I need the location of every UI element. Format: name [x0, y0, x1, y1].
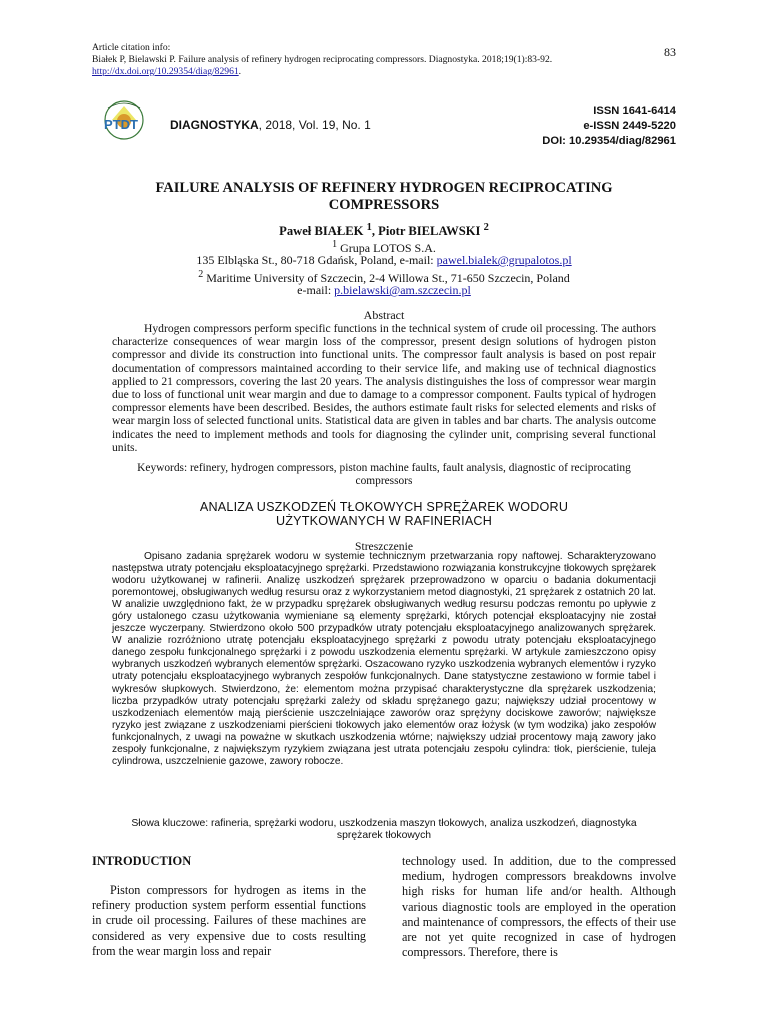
issn: ISSN 1641-6414 — [593, 105, 676, 117]
eissn: e-ISSN 2449-5220 — [583, 120, 676, 132]
introduction-heading: INTRODUCTION — [92, 854, 192, 868]
aff-1-address: 135 Elbląska St., 80-718 Gdańsk, Poland, e-mail: — [196, 253, 437, 267]
polish-title-line-2: UŻYTKOWANYCH W RAFINERIACH — [275, 514, 493, 528]
page-number: 83 — [664, 45, 676, 59]
author-2: Piotr BIELAWSKI — [378, 224, 481, 239]
paper-title — [92, 180, 676, 214]
polish-title — [92, 500, 676, 528]
author-2-sup: 2 — [483, 222, 489, 233]
abstract-heading: Abstract — [363, 308, 405, 322]
title-line-1: FAILURE ANALYSIS OF REFINERY HYDROGEN RECIPROCATING — [155, 180, 613, 196]
citation-label: Article citation info: — [92, 42, 171, 53]
introduction-left-column: Piston compressors for hydrogen as items in the refinery production system perform essential functions in crude oil processing. Failures of these machines are considered as very expensive due to costs resulting from the wear margin loss and repair — [92, 883, 366, 958]
citation-doi-link[interactable]: http://dx.doi.org/10.29354/diag/82961 — [92, 66, 239, 77]
logo-text: PTDT — [104, 117, 138, 132]
citation-text: Białek P, Bielawski P. Failure analysis of refinery hydrogen reciprocating compressors. Diagnostyka. 2018;19(1):83-92. — [92, 54, 553, 65]
affiliation-1-address — [92, 253, 676, 268]
keywords: Keywords: refinery, hydrogen compressors, piston machine faults, fault analysis, diagnostic of reciprocating compressors — [137, 462, 631, 487]
citation-info — [92, 42, 652, 78]
introduction-right-column: technology used. In addition, due to the compressed medium, hydrogen compressors breakdowns involve high risks for human life and/or health. Although various diagnostic tools are employed in the operation and maintenance of compressors, the effects of their use are not yet quite recognized in case of hydrogen compressors. Therefore, there is — [402, 854, 676, 960]
authors — [92, 222, 676, 239]
aff-2-email-link[interactable]: p.bielawski@am.szczecin.pl — [334, 283, 471, 297]
abstract-text: Hydrogen compressors perform specific functions in the technical system of crude oil processing. The authors characterize consequences of wear margin loss of the compressor, present design solutions of hydrogen piston compressor and divide its construction into functional units. The compressor fault analysis is based on post repair documentation of compressors maintained according to their service life, and making use of technical diagnostics applied to 21 compressors, covering the last 20 years. The analysis distinguishes the loss of compressor wear margin due to loss of functional unit wear margin and due to damage to a compressor component. Faults typical of hydrogen compressor elements have been described. Besides, the authors estimate fault risks for selected elements and risks of wear margin loss of selected functional units. Statistical data are given in tables and bar charts. The analysis outcome indicates the need to implement methods and tools for diagnosing the cylinder unit, comprising several functional units. — [112, 322, 656, 454]
aff-2-email-prefix: e-mail: — [297, 283, 335, 297]
polish-keywords: Słowa kluczowe: rafineria, sprężarki wodoru, uszkodzenia maszyn tłokowych, analiza uszkodzeń, diagnostyka sprężarek tłokowych — [131, 818, 637, 841]
streszczenie-text: Opisano zadania sprężarek wodoru w systemie technicznym przetwarzania ropy naftowej. Scharakteryzowano następstwa utraty potencjału eksploatacyjnego sprężarki. Przedstawiono rozwiązania konstrukcyjne tłokowych sprężarek wodoru użytkowanej w rafinerii. Analizę uszkodzeń sprężarek przeprowadzono w oparciu o badania dokumentacji poremontowej, obsługiwanych według resursu oraz z wykorzystaniem metod diagnostyki, 21 sprężarek z ostatnich 20 lat. W analizie uwzględniono fakt, że w przypadku sprężarek obsługiwanych według resursu podczas remontu po upływie z góry ustalonego czasu użytkowania wymieniane są elementy sprężarki, których potencjał eksploatacyjny nie został jeszcze wyczerpany. Stwierdzono około 500 przypadków utraty potencjału eksploatacyjnego analizowanych sprężarek. W analizie rozróżniono utratę potencjału eksploatacyjnego sprężarki z powodu utraty potencjału eksploatacyjnego danego zespołu funkcjonalnego sprężarki i z powodu uszkodzenia elementu sprężarki. W artykule zamieszczono opisy wybranych uszkodzeń wybranych elementów sprężarki. Oszacowano ryzyko uszkodzenia wybranych elementów i ryzyko utraty potencjału eksploatacyjnego wybranych zespołów funkcjonalnych. Dane statystyczne zestawiono w formie tabel i wykresów słupkowych. Stwierdzono, że: elementom można przypisać charakterystyczne dla sprężarek uszkodzenia; liczba przypadków utraty potencjału sprężarki zależy od składu sprężanego gazu; największy udział procentowy w uszkodzeniach elementów mają pierścienie uszczelniające zaworów oraz sprężyny dociskowe zaworów; największe ryzyko jest związane z uszkodzeniami pierścieni tłokowych jako elementów oraz łożysk (w tym wodzika) jako zespołów funkcjonalnych, z uwagi na poważne w skutkach uszkodzenia wtórne; największy udział procentowy mają zawory jako zespoły funkcjonalne, z największym ryzykiem związana jest utrata potencjału zespołu cylindra: tłok, pierścienie, tuleja cylindrowa, uszczelnienie gazowe, zawory robocze. — [112, 551, 656, 767]
title-line-2: COMPRESSORS — [328, 197, 440, 213]
aff-2-sup: 2 — [198, 269, 204, 280]
author-separator: , — [371, 224, 379, 239]
journal-name: DIAGNOSTYKA — [170, 118, 259, 132]
journal-citation — [170, 118, 371, 132]
citation-doi-line — [92, 66, 652, 78]
streszczenie-heading: Streszczenie — [355, 540, 413, 553]
issn-block — [542, 104, 676, 149]
aff-1-sup: 1 — [332, 239, 338, 250]
citation-link-suffix: . — [238, 66, 242, 77]
aff-1-name: Grupa LOTOS S.A. — [337, 241, 436, 255]
author-1: Paweł BIAŁEK — [279, 224, 364, 239]
affiliation-2-email — [92, 283, 676, 298]
author-1-sup: 1 — [366, 222, 372, 233]
aff-1-email-link[interactable]: pawel.bialek@grupalotos.pl — [436, 253, 572, 267]
doi: DOI: 10.29354/diag/82961 — [542, 135, 676, 147]
journal-logo — [94, 96, 160, 146]
polish-title-line-1: ANALIZA USZKODZEŃ TŁOKOWYCH SPRĘŻAREK WODORU — [199, 500, 569, 514]
journal-details: , 2018, Vol. 19, No. 1 — [258, 118, 371, 132]
aff-2-name: Maritime University of Szczecin, 2-4 Willowa St., 71-650 Szczecin, Poland — [203, 271, 570, 285]
